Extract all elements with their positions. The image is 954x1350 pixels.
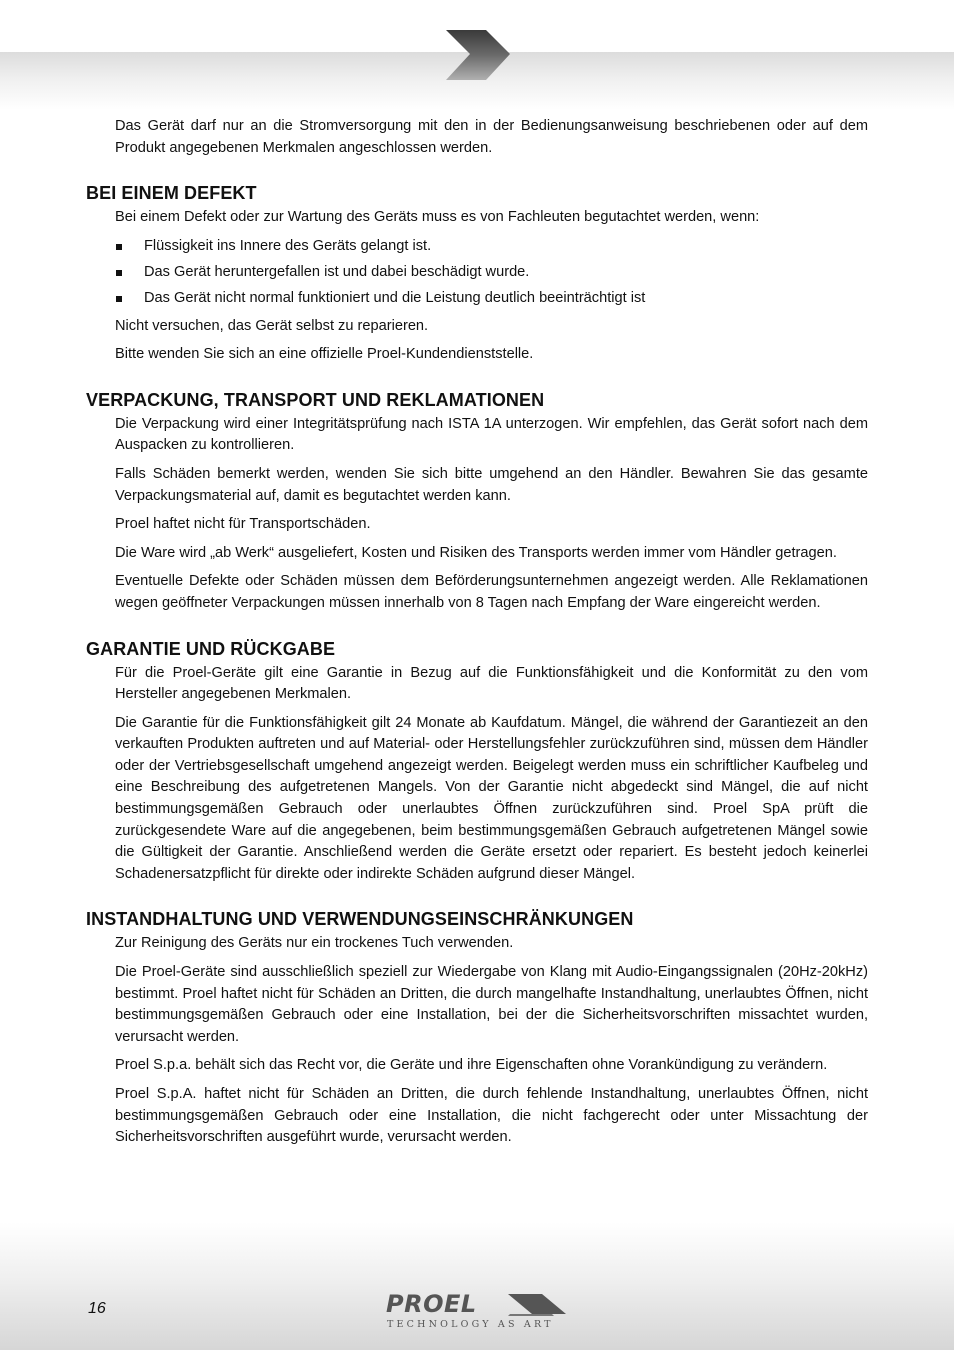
brand-logo <box>386 1290 572 1334</box>
paragraph: Die Ware wird „ab Werk“ ausgeliefert, Kosten und Risiken des Transports werden immer vom Händler getragen. <box>115 544 837 561</box>
paragraph: Eventuelle Defekte oder Schäden müssen dem Beförderungsunternehmen angezeigt werden. Alle Reklamationen wegen geöffneter Verpackungen müssen innerhalb von 8 Tagen nach Empfang der Ware eingereicht werden. <box>115 573 868 611</box>
paragraph: Für die Proel-Geräte gilt eine Garantie in Bezug auf die Funktionsfähigkeit und die Konformität zu den vom Hersteller angegebenen Merkmalen. <box>115 664 868 703</box>
list-item <box>115 236 868 258</box>
paragraph: Zur Reinigung des Geräts nur ein trockenes Tuch verwenden. <box>115 935 514 952</box>
paragraph: Proel haftet nicht für Transportschäden. <box>115 516 371 533</box>
intro-paragraph: Das Gerät darf nur an die Stromversorgung mit den in der Bedienungsanweisung beschriebenen oder auf dem Produkt angegebenen Merkmalen angeschlossen werden. <box>115 118 868 156</box>
list-item <box>115 262 868 284</box>
paragraph: Die Garantie für die Funktionsfähigkeit gilt 24 Monate ab Kaufdatum. Mängel, die während der Garantiezeit an den verkauften Produkten auftreten und auf Material- oder Herstellungsfehler zurückzuführen sind, müssen dem Händler oder der Vertriebsgesellschaft umgehend angezeigt werden. Beigelegt werden muss ein schriftlicher Kaufbeleg und eine Beschreibung des aufgetretenen Mangels. Von der Garantie nicht abgedeckt sind Mängel, die auf nicht bestimmungsgemäßen Gebrauch oder unerlaubtes Öffnen zurückzuführen sind. Proel SpA prüft die zurückgesendete Ware auf die angegebenen, beim bestimmungsgemäßen Gebrauch aufgetretenen Mängel sowie die Gültigkeit der Garantie. Anschließend werden die Geräte ersetzt oder repariert. Es besteht jedoch keinerlei Schadenersatzpflicht für direkte oder indirekte Schäden aufgrund dieser Mängel. <box>115 714 868 882</box>
logo-arrow-icon <box>508 1294 568 1316</box>
paragraph: Proel S.p.a. behält sich das Recht vor, die Geräte und ihre Eigenschaften ohne Vorankündigung zu verändern. <box>115 1057 828 1074</box>
list-item-text: Das Gerät heruntergefallen ist und dabei beschädigt wurde. <box>144 263 530 280</box>
paragraph: Die Proel-Geräte sind ausschließlich speziell zur Wiedergabe von Klang mit Audio-Eingangssignalen (20Hz-20kHz) bestimmt. Proel haftet nicht für Schäden an Dritten, die durch mangelhafte Instandhaltung, unerlaubtes Öffnen, nicht bestimmungsgemäßen Gebrauch oder eine Installation, bei der die Sicherheitsvorschriften missachtet wurden, verursacht werden. <box>115 964 868 1045</box>
paragraph: Nicht versuchen, das Gerät selbst zu reparieren. <box>115 317 429 334</box>
paragraph: Bei einem Defekt oder zur Wartung des Geräts muss es von Fachleuten begutachtet werden, wenn: <box>115 209 760 226</box>
brand-tagline: TECHNOLOGY AS ART <box>387 1319 554 1330</box>
paragraph: Proel S.p.A. haftet nicht für Schäden an Dritten, die durch fehlende Instandhaltung, unerlaubtes Öffnen, nicht bestimmungsgemäßen Gebrauch oder eine Installation, die nicht fachgerecht oder unter Missachtung der Sicherheitsvorschriften ausgeführt wurde, verursacht werden. <box>115 1086 868 1146</box>
list-item <box>115 288 868 310</box>
section-title-verpackung: VERPACKUNG, TRANSPORT UND REKLAMATIONEN <box>86 389 545 410</box>
list-item-text: Das Gerät nicht normal funktioniert und die Leistung deutlich beeinträchtigt ist <box>144 289 646 306</box>
list-item-text: Flüssigkeit ins Innere des Geräts gelangt ist. <box>144 237 432 254</box>
section-title-defekt: BEI EINEM DEFEKT <box>86 183 257 204</box>
paragraph: Bitte wenden Sie sich an eine offizielle Proel-Kundendienststelle. <box>115 346 534 363</box>
section-title-instandhaltung: INSTANDHALTUNG UND VERWENDUNGSEINSCHRÄNKUNGEN <box>86 909 634 930</box>
square-bullet-icon <box>116 296 122 302</box>
page-number: 16 <box>88 1300 106 1317</box>
brand-wordmark: PROEL <box>386 1290 477 1318</box>
square-bullet-icon <box>116 244 122 250</box>
section-title-garantie: GARANTIE UND RÜCKGABE <box>86 638 336 659</box>
chevron-right-icon <box>444 28 512 82</box>
document-body <box>86 116 868 1156</box>
paragraph: Falls Schäden bemerkt werden, wenden Sie sich bitte umgehend an den Händler. Bewahren Sie das gesamte Verpackungsmaterial auf, damit es begutachtet werden kann. <box>115 465 868 504</box>
square-bullet-icon <box>116 270 122 276</box>
paragraph: Die Verpackung wird einer Integritätsprüfung nach ISTA 1A unterzogen. Wir empfehlen, das Gerät sofort nach dem Auspacken zu kontrollieren. <box>115 415 868 454</box>
defekt-bullet-list <box>115 236 868 310</box>
